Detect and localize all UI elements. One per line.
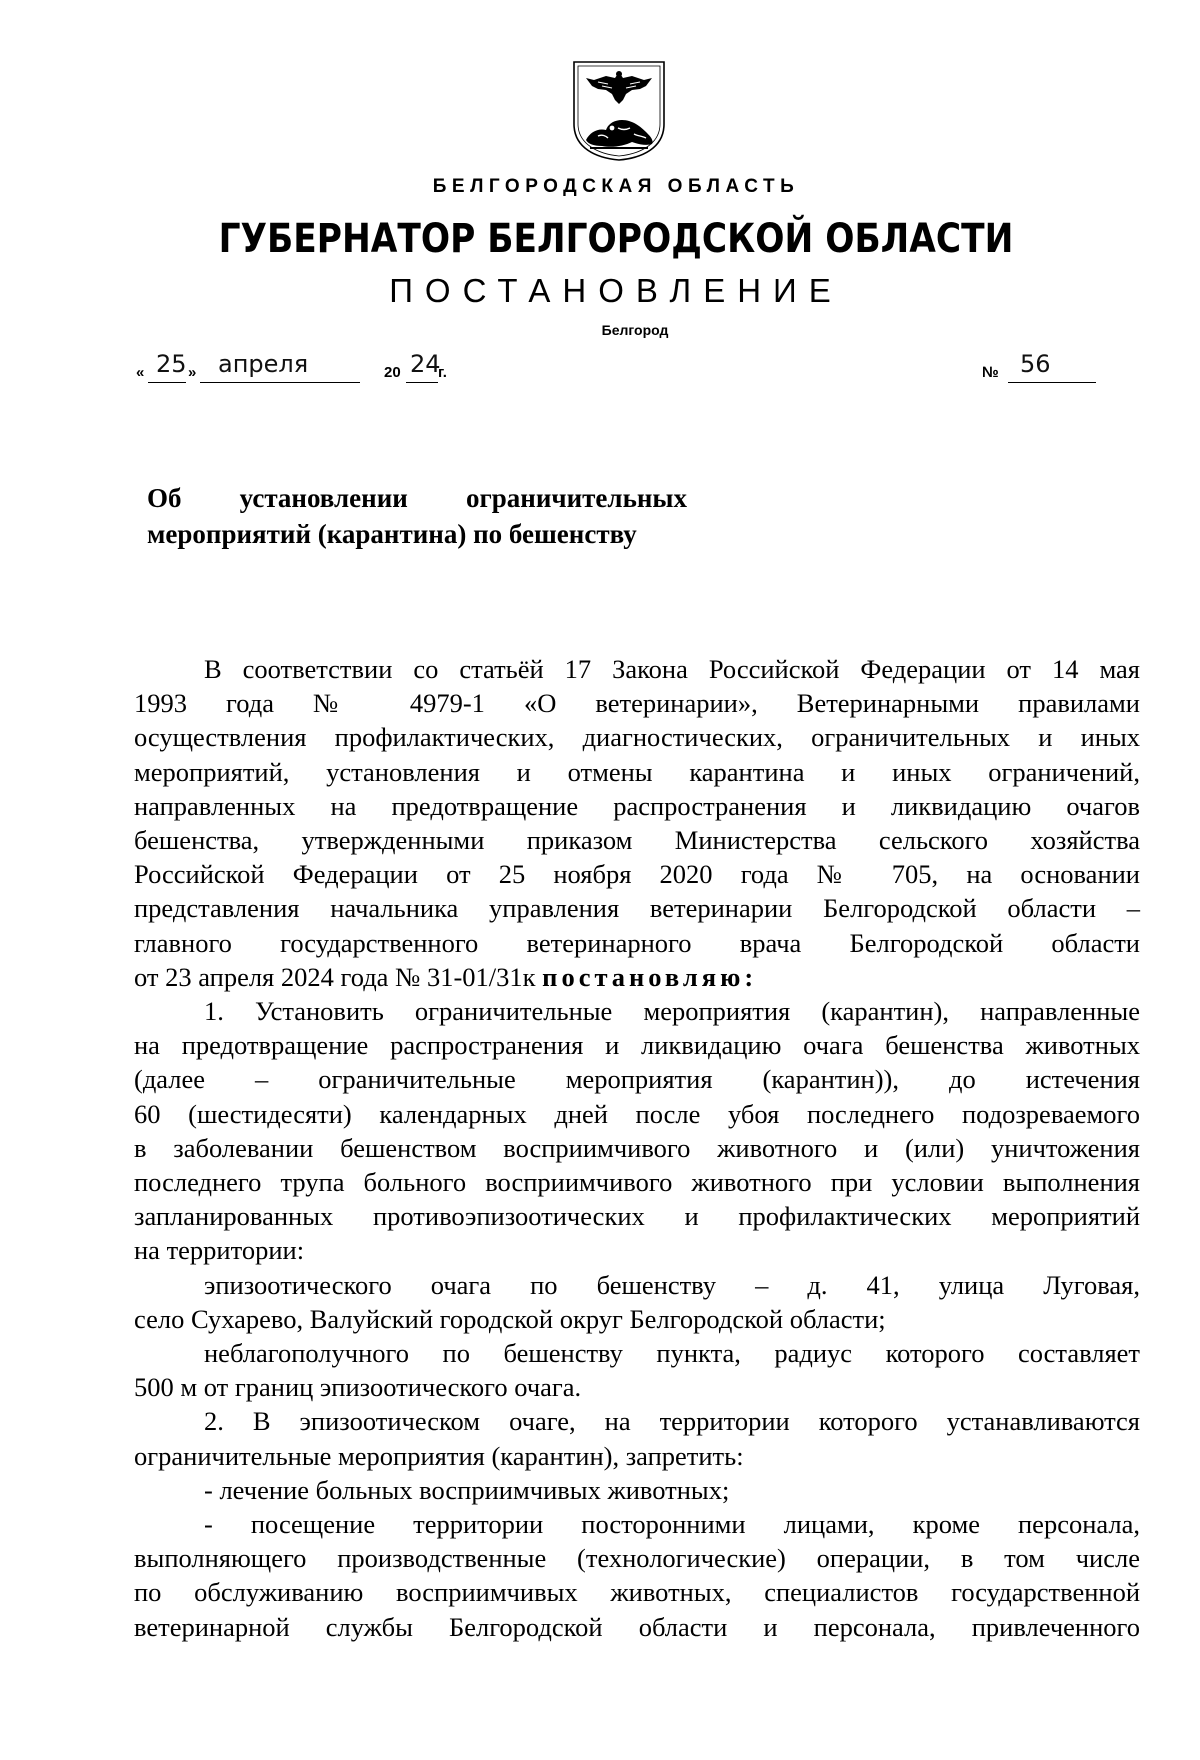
date-day: 25 (156, 350, 187, 378)
region-title: БЕЛГОРОДСКАЯ ОБЛАСТЬ (432, 176, 800, 197)
body-line: главного государственного ветеринарного врача Белгородской области (134, 927, 1140, 958)
body-line: последнего трупа больного восприимчивого животного при условии выполнения (134, 1167, 1140, 1198)
body-line: 60 (шестидесяти) календарных дней после убоя последнего подозреваемого (134, 1098, 1140, 1129)
body-line: на предотвращение распространения и ликвидацию очага бешенства животных (134, 1030, 1140, 1061)
body-line: бешенства, утвержденными приказом Министерства сельского хозяйства (134, 825, 1140, 856)
date-century: 20 (384, 364, 401, 381)
body-line: представления начальника управления ветеринарии Белгородской области – (134, 893, 1140, 924)
body-line: 2. В эпизоотическом очаге, на территории которого устанавливаются (204, 1406, 1140, 1437)
document-body (134, 652, 1140, 1644)
body-line: село Сухарево, Валуйский городской округ Белгородской области; (134, 1303, 886, 1334)
body-line: 1993 года № 4979-1 «О ветеринарии», Ветеринарными правилами (134, 688, 1140, 719)
body-line: эпизоотического очага по бешенству – д. 41, улица Луговая, (204, 1269, 1140, 1300)
date-open-quote: « (136, 364, 145, 381)
resolve-word: постановляю: (542, 961, 758, 992)
body-line: - посещение территории посторонними лицами, кроме персонала, (204, 1509, 1140, 1540)
preamble (134, 652, 1140, 960)
subject-line-1 (147, 480, 687, 516)
body-line: В соответствии со статьёй 17 Закона Российской Федерации от 14 мая (204, 654, 1140, 684)
body-line: 1. Установить ограничительные мероприятия (карантин), направленные (204, 996, 1140, 1027)
body-line: - лечение больных восприимчивых животных; (204, 1474, 730, 1505)
date-year: 24 (410, 350, 441, 378)
body-line: ограничительные мероприятия (карантин), запретить: (134, 1440, 744, 1471)
document-type: ПОСТАНОВЛЕНИЕ (389, 272, 843, 309)
body-line: Российской Федерации от 25 ноября 2020 года № 705, на основании (134, 859, 1140, 890)
date-number-line (136, 350, 1096, 390)
resolve-line-prefix: от 23 апреля 2024 года № 31-01/31к (134, 961, 536, 992)
day-underline (148, 382, 186, 383)
resolve-line (134, 960, 1140, 994)
decree-items (134, 994, 1140, 1644)
body-line: 500 м от границ эпизоотического очага. (134, 1372, 582, 1403)
year-underline (406, 382, 438, 383)
document-number: 56 (1020, 350, 1051, 378)
body-line: ветеринарной службы Белгородской области и персонала, привлеченного (134, 1611, 1140, 1642)
subject-word: Об (147, 483, 182, 513)
month-underline (200, 382, 360, 383)
body-line: направленных на предотвращение распространения и ликвидацию очагов (134, 790, 1140, 821)
subject-word: ограничительных (466, 483, 687, 513)
body-line: неблагополучного по бешенству пункта, радиус которого составляет (204, 1338, 1140, 1369)
number-sign: № (982, 364, 999, 381)
belgorod-coat-of-arms-icon (568, 58, 670, 162)
body-line: мероприятий, установления и отмены карантина и иных ограничений, (134, 756, 1140, 787)
date-month: апреля (218, 350, 309, 378)
subject-word: установлении (239, 483, 408, 513)
body-line: в заболевании бешенством восприимчивого животного и (или) уничтожения (134, 1132, 1140, 1163)
number-underline (1008, 382, 1096, 383)
body-line: выполняющего производственные (технологические) операции, в том числе (134, 1543, 1140, 1574)
governor-title: ГУБЕРНАТОР БЕЛГОРОДСКОЙ ОБЛАСТИ (218, 216, 1014, 262)
body-line: (далее – ограничительные мероприятия (карантин)), до истечения (134, 1064, 1140, 1095)
body-line: запланированных противоэпизоотических и профилактических мероприятий (134, 1201, 1140, 1232)
date-year-suffix: г. (438, 364, 447, 381)
city-name: Белгород (601, 322, 669, 338)
document-subject (147, 480, 687, 552)
body-line: на территории: (134, 1235, 305, 1266)
body-line: осуществления профилактических, диагностических, ограничительных и иных (134, 722, 1140, 753)
body-line: по обслуживанию восприимчивых животных, специалистов государственной (134, 1577, 1140, 1608)
subject-line-2: мероприятий (карантина) по бешенству (147, 519, 637, 549)
date-close-quote: » (188, 364, 197, 381)
